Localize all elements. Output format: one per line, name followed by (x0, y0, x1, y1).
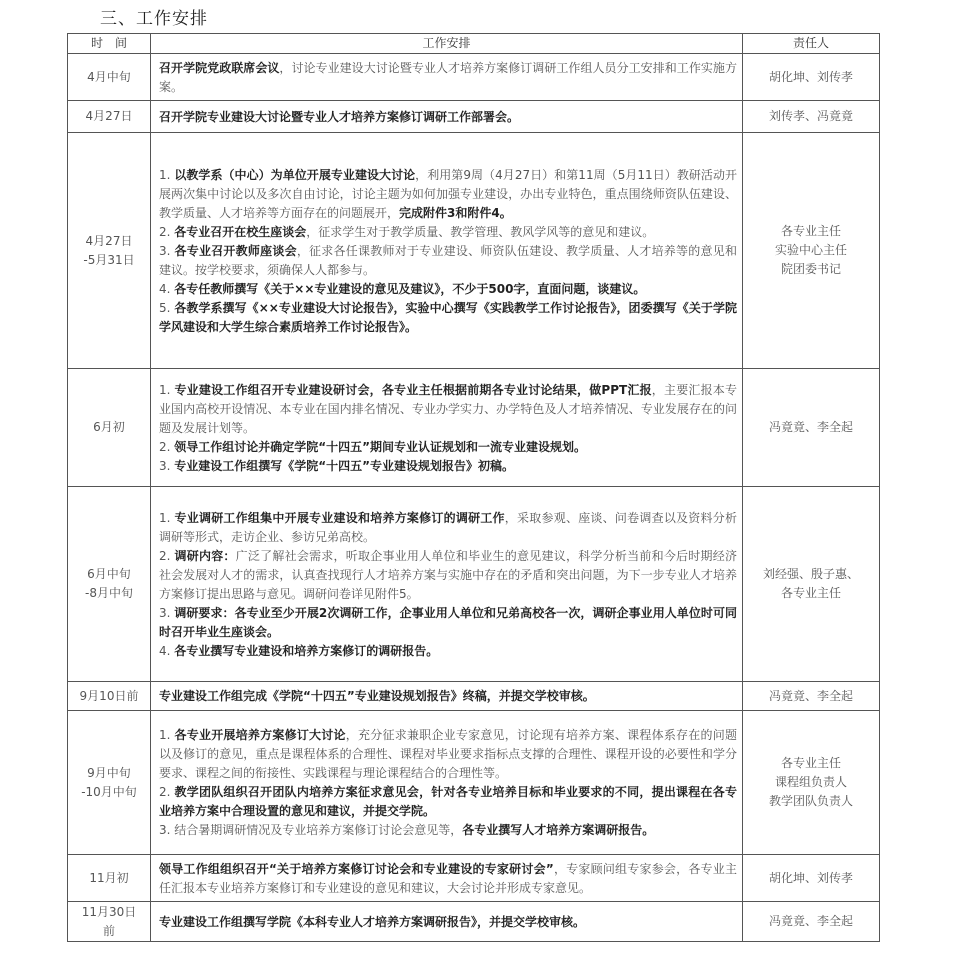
work-text: 4. (159, 281, 175, 296)
work-item (159, 642, 737, 661)
work-text: 3. (159, 605, 175, 620)
work-text-bold: 召开学院党政联席会议 (159, 60, 280, 75)
work-text: ，采取参观、座谈、问卷调查以及资料分析调研等形式，走访企业、参访兄弟高校。 (159, 510, 737, 544)
row-time (68, 855, 151, 902)
header-person: 责任人 (743, 34, 880, 54)
work-text: 1. (159, 510, 175, 525)
time-line: 4月中旬 (87, 69, 131, 84)
work-text-bold: 各教学系撰写《××专业建设大讨论报告》，实验中心撰写《实践教学工作讨论报告》，团委撰写《关于学院学风建设和大学生综合素质培养工作讨论报告》。 (159, 300, 737, 334)
work-text: 广泛了解社会需求，听取企事业用人单位和毕业生的意见建议，科学分析当前和今后时期经济社会发展对人才的需求，认真查找现行人才培养方案与实施中存在的矛盾和突出问题，为下一步专业人才培养方案修订提出思路与意见。调研问卷详见附件5。 (159, 548, 737, 601)
work-item (159, 687, 737, 706)
work-item (159, 108, 737, 127)
time-line: 4月27日 (85, 109, 133, 123)
work-text: 3. 结合暑期调研情况及专业培养方案修订讨论会意见等， (159, 823, 463, 837)
work-text: 1. (159, 167, 175, 182)
work-text-bold: 各专业撰写专业建设和培养方案修订的调研报告。 (174, 643, 439, 658)
work-text: 2. (159, 548, 175, 563)
person-line: 各专业主任 (780, 756, 841, 770)
work-text-bold: 教学团队组织召开团队内培养方案征求意见会，针对各专业培养目标和毕业要求的不同，提出课程在各专业培养方案中合理设置的意见和建议，并提交学院。 (159, 785, 737, 818)
row-work (151, 711, 743, 855)
work-text-bold: 领导工作组讨论并确定学院“十四五”期间专业认证规划和一流专业建设规划。 (174, 439, 587, 454)
work-text-bold: 调研要求：各专业至少开展2次调研工作，企事业用人单位和兄弟高校各一次，调研企事业用人单位时可同时召开毕业生座谈会。 (159, 605, 738, 639)
work-text: 2. (159, 224, 175, 239)
table-row (68, 682, 880, 711)
person-line: 实验中心主任 (774, 243, 847, 257)
work-item (159, 438, 737, 457)
work-text-bold: 各专任教师撰写《关于××专业建设的意见及建议》，不少于500字，直面问题，谈建议。 (174, 281, 646, 296)
row-time (68, 902, 151, 942)
work-item (159, 726, 737, 783)
row-person (743, 487, 880, 682)
row-work (151, 54, 743, 101)
time-line: 9月中旬 (87, 765, 131, 780)
work-text-bold: 各专业撰写人才培养方案调研报告。 (462, 823, 655, 837)
work-text-bold: 完成附件3和附件4。 (399, 205, 512, 220)
person-line: 各专业主任 (780, 586, 841, 600)
work-text: ，利用第9周（4月27日）和第11周（5月11日）教研活动开展两次集中讨论以及多次自由讨论，讨论主题为如何加强专业建设，办出专业特色，重点围绕师资队伍建设、教学质量、人才培养等方面存在的问题展开， (159, 167, 737, 220)
work-text-bold: 领导工作组组织召开“关于培养方案修订讨论会和专业建设的专家研讨会” (159, 861, 554, 876)
row-person (743, 101, 880, 133)
row-person (743, 133, 880, 369)
work-text: ，充分征求兼职企业专家意见，讨论现有培养方案、课程体系存在的问题以及修订的意见，重点是课程体系的合理性、课程对毕业要求指标点支撑的合理性、课程开设的必要性和学分要求、课程之间的衔接性、实践课程与理论课程结合的合理性等。 (159, 728, 737, 780)
row-person (743, 711, 880, 855)
work-text: ，征求学生对于教学质量、教学管理、教风学风等的意见和建议。 (306, 224, 655, 239)
time-line: -10月中旬 (81, 784, 137, 799)
row-time (68, 487, 151, 682)
work-item (159, 280, 737, 299)
work-item (159, 299, 737, 337)
row-work (151, 133, 743, 369)
time-line: 4月27日 (85, 233, 133, 248)
time-line: 前 (102, 923, 115, 938)
work-item (159, 821, 737, 840)
row-work (151, 682, 743, 711)
person-line: 冯竟竟、李全起 (768, 688, 853, 703)
work-item (159, 860, 737, 898)
row-work (151, 902, 743, 942)
header-work: 工作安排 (151, 34, 743, 54)
work-item (159, 783, 737, 821)
person-line: 冯竟竟、李全起 (768, 914, 853, 928)
row-time (68, 682, 151, 711)
table-row (68, 855, 880, 902)
time-line: 6月中旬 (87, 567, 131, 581)
time-line: 6月初 (93, 420, 125, 434)
row-work (151, 487, 743, 682)
table-row (68, 902, 880, 942)
table-row (68, 54, 880, 101)
work-text-bold: 专业建设工作组完成《学院“十四五”专业建设规划报告》终稿，并提交学校审核。 (159, 689, 595, 703)
table-body (68, 54, 880, 942)
work-item (159, 547, 737, 604)
work-text: ，专家顾问组专家参会，各专业主任汇报本专业培养方案修订和专业建设的意见和建议，大会讨论并形成专家意见。 (159, 861, 737, 895)
work-text-bold: 各专业开展培养方案修订大讨论 (174, 728, 346, 742)
person-line: 刘经强、殷子惠、 (762, 567, 859, 581)
header-time: 时 间 (68, 34, 151, 54)
time-line: 9月10日前 (79, 688, 139, 703)
work-text: 4. (159, 643, 175, 658)
row-person (743, 902, 880, 942)
work-item (159, 913, 737, 932)
row-time (68, 369, 151, 487)
work-text: 5. (159, 300, 175, 315)
work-text: ，征求各任课教师对于专业建设、师资队伍建设、教学质量、人才培养等的意见和建议。按学校要求，须确保人人都参与。 (159, 243, 737, 277)
row-person (743, 54, 880, 101)
work-item (159, 59, 737, 97)
time-line: -5月31日 (83, 252, 135, 267)
work-text: 3. (159, 458, 175, 473)
row-person (743, 369, 880, 487)
row-work (151, 369, 743, 487)
work-text: 2. (159, 439, 175, 454)
work-text-bold: 专业建设工作组撰写《学院“十四五”专业建设规划报告》初稿。 (174, 458, 515, 473)
work-item (159, 223, 737, 242)
time-line: 11月初 (89, 870, 129, 885)
time-line: 11月30日 (81, 904, 137, 919)
table-row (68, 487, 880, 682)
work-item (159, 509, 737, 547)
work-item (159, 166, 737, 223)
row-time (68, 711, 151, 855)
work-text-bold: 召开学院专业建设大讨论暨专业人才培养方案修订调研工作部署会。 (159, 109, 520, 124)
table-row (68, 369, 880, 487)
table-header-row (68, 34, 880, 54)
work-text-bold: 专业调研工作组集中开展专业建设和培养方案修订的调研工作 (174, 510, 505, 525)
work-text-bold: 各专业召开教师座谈会 (174, 243, 297, 258)
time-line: -8月中旬 (85, 586, 133, 600)
work-text-bold: 专业建设工作组召开专业建设研讨会，各专业主任根据前期各专业讨论结果，做PPT汇报 (174, 382, 652, 397)
person-line: 冯竟竟、李全起 (768, 420, 853, 434)
row-time (68, 54, 151, 101)
person-line: 胡化坤、刘传孝 (768, 870, 853, 885)
table-row (68, 101, 880, 133)
row-work (151, 855, 743, 902)
work-item (159, 457, 737, 476)
row-time (68, 133, 151, 369)
person-line: 教学团队负责人 (768, 794, 853, 808)
person-line: 课程组负责人 (774, 775, 847, 789)
work-text-bold: 各专业召开在校生座谈会 (174, 224, 307, 239)
work-text-bold: 调研内容： (174, 548, 236, 563)
work-text: ，讨论专业建设大讨论暨专业人才培养方案修订调研工作组人员分工安排和工作实施方案。 (159, 60, 737, 94)
row-work (151, 101, 743, 133)
section-heading: 三、工作安排 (100, 9, 208, 29)
work-text-bold: 专业建设工作组撰写学院《本科专业人才培养方案调研报告》，并提交学校审核。 (159, 914, 586, 929)
work-text: 2. (159, 785, 175, 799)
person-line: 胡化坤、刘传孝 (768, 69, 853, 84)
work-item (159, 242, 737, 280)
row-person (743, 855, 880, 902)
work-text: 3. (159, 243, 175, 258)
work-schedule-table (67, 33, 880, 942)
person-line: 刘传孝、冯竟竟 (768, 109, 853, 123)
row-person (743, 682, 880, 711)
work-text: ，主要汇报本专业国内高校开设情况、本专业在国内排名情况、专业办学实力、办学特色及人才培养情况、专业发展存在的问题及发展计划等。 (159, 382, 737, 435)
work-text-bold: 以教学系（中心）为单位开展专业建设大讨论 (174, 167, 416, 182)
work-text: 1. (159, 728, 175, 742)
work-item (159, 604, 737, 642)
work-text: 1. (159, 382, 175, 397)
work-item (159, 381, 737, 438)
table-row (68, 133, 880, 369)
person-line: 院团委书记 (780, 262, 841, 276)
person-line: 各专业主任 (780, 224, 841, 238)
table-row (68, 711, 880, 855)
row-time (68, 101, 151, 133)
